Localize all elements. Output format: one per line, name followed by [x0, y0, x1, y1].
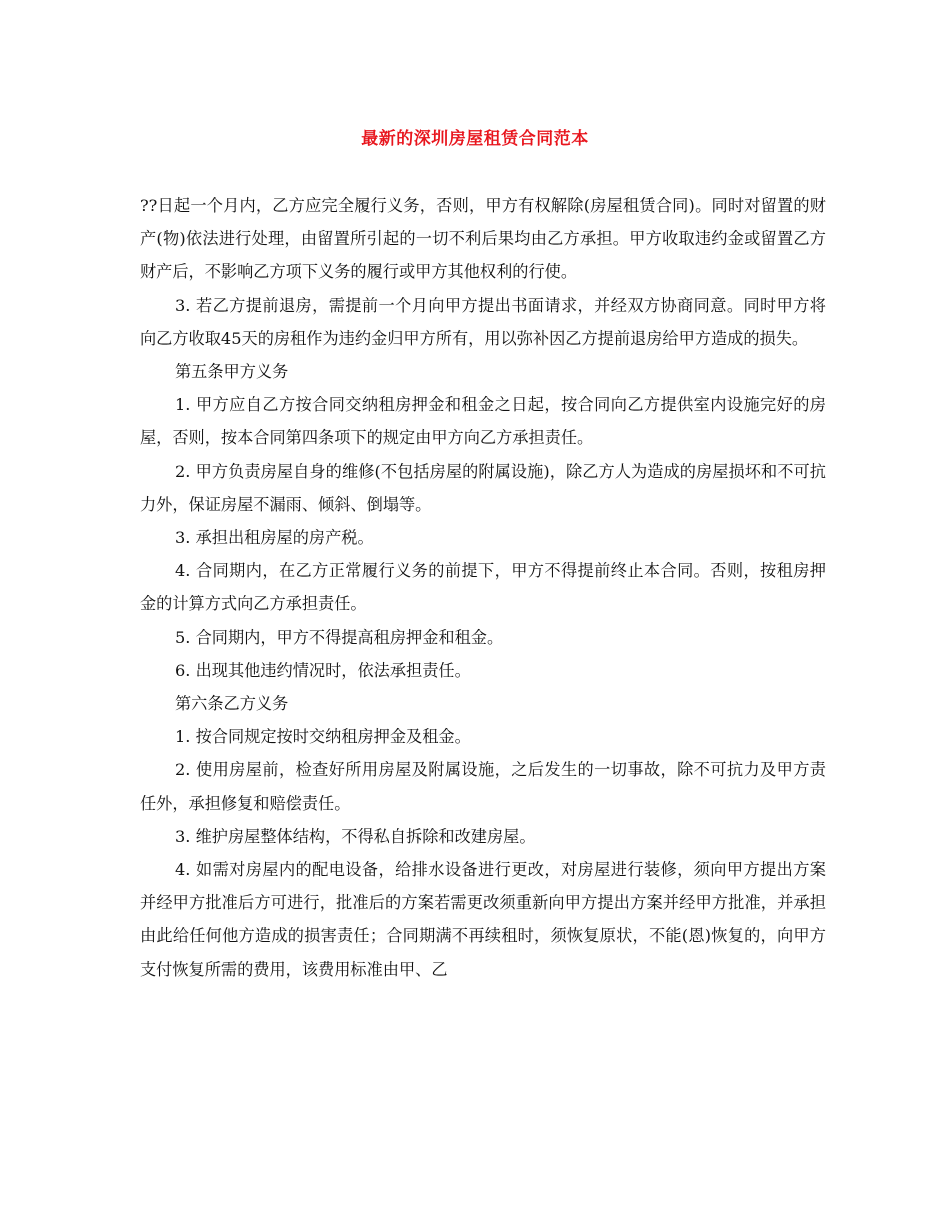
paragraph-party-a-item-4: 4. 合同期内，在乙方正常履行义务的前提下，甲方不得提前终止本合同。否则，按租房押金的计算方式向乙方承担责任。 [140, 561, 826, 614]
paragraph-party-a-item-2: 2. 甲方负责房屋自身的维修(不包括房屋的附属设施)，除乙方人为造成的房屋损坏和不可抗力外，保证房屋不漏雨、倾斜、倒塌等。 [140, 461, 826, 514]
paragraph-party-a-item-5: 5. 合同期内，甲方不得提高租房押金和租金。 [175, 627, 504, 647]
document-body [140, 189, 826, 986]
paragraph-early-checkout: 3. 若乙方提前退房，需提前一个月向甲方提出书面请求，并经双方协商同意。同时甲方将向乙方收取45天的房租作为违约金归甲方所有，用以弥补因乙方提前退房给甲方造成的损失。 [140, 295, 826, 348]
paragraph-party-b-item-4: 4. 如需对房屋内的配电设备，给排水设备进行更改，对房屋进行装修，须向甲方提出方案并经甲方批准后方可进行，批准后的方案若需更改须重新向甲方提出方案并经甲方批准，并承担由此给任何他方造成的损害责任；合同期满不再续租时，须恢复原状，不能(恩)恢复的，向甲方支付恢复所需的费用，该费用标准由甲、乙 [140, 860, 826, 979]
paragraph-party-a-item-3: 3. 承担出租房屋的房产税。 [175, 528, 374, 548]
paragraph-party-a-item-6: 6. 出现其他违约情况时，依法承担责任。 [175, 660, 471, 680]
paragraph-party-a-item-1: 1. 甲方应自乙方按合同交纳租房押金和租金之日起，按合同向乙方提供室内设施完好的房屋，否则，按本合同第四条项下的规定由甲方向乙方承担责任。 [140, 395, 826, 448]
paragraph-party-b-item-2: 2. 使用房屋前，检查好所用房屋及附属设施，之后发生的一切事故，除不可抗力及甲方责任外，承担修复和赔偿责任。 [140, 760, 826, 813]
document-title: 最新的深圳房屋租赁合同范本 [361, 129, 589, 149]
paragraph-party-b-item-3: 3. 维护房屋整体结构，不得私自拆除和改建房屋。 [175, 826, 536, 846]
section-heading-party-b-obligations: 第六条乙方义务 [175, 694, 289, 714]
paragraph-party-b-item-1: 1. 按合同规定按时交纳租房押金及租金。 [175, 727, 471, 747]
paragraph-continuation: ??日起一个月内，乙方应完全履行义务，否则，甲方有权解除(房屋租赁合同)。同时对留置的财产(物)依法进行处理，由留置所引起的一切不利后果均由乙方承担。甲方收取违约金或留置乙方财产后，不影响乙方项下义务的履行或甲方其他权利的行使。 [140, 196, 826, 282]
section-heading-party-a-obligations: 第五条甲方义务 [175, 362, 289, 382]
